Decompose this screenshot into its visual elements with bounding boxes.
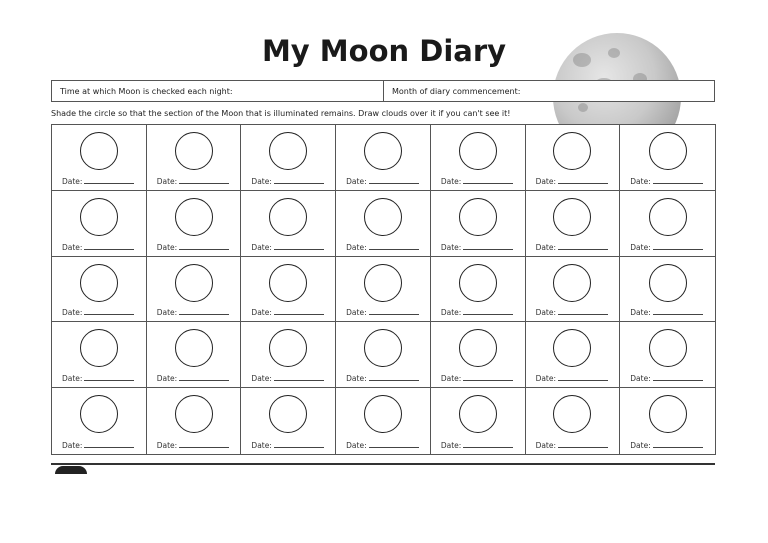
date-label: Date: xyxy=(346,242,367,252)
diary-cell xyxy=(336,125,431,191)
date-blank-line xyxy=(179,373,229,381)
date-label: Date: xyxy=(346,441,367,450)
moon-phase-circle[interactable] xyxy=(553,329,591,367)
diary-cell xyxy=(241,257,336,323)
diary-cell xyxy=(526,191,621,257)
moon-phase-circle[interactable] xyxy=(649,132,687,170)
moon-phase-circle[interactable] xyxy=(553,198,591,236)
footer-logo-icon xyxy=(55,466,87,474)
moon-phase-circle[interactable] xyxy=(175,198,213,236)
moon-phase-circle[interactable] xyxy=(553,132,591,170)
date-label: Date: xyxy=(440,308,462,318)
date-blank-line xyxy=(369,307,419,315)
date-label: Date: xyxy=(440,176,462,186)
date-field[interactable] xyxy=(62,373,134,383)
date-blank-line xyxy=(369,242,419,250)
date-field[interactable] xyxy=(441,176,513,186)
date-blank-line xyxy=(179,307,229,315)
diary-cell xyxy=(431,191,526,257)
date-blank-line xyxy=(558,440,608,448)
date-field[interactable] xyxy=(251,440,323,450)
info-row xyxy=(51,80,715,102)
date-blank-line xyxy=(179,176,229,184)
date-field[interactable] xyxy=(251,307,323,317)
date-blank-line xyxy=(463,440,513,448)
diary-cell xyxy=(431,257,526,323)
date-field[interactable] xyxy=(441,440,513,450)
date-label: Date: xyxy=(62,176,83,186)
date-blank-line xyxy=(558,307,608,315)
date-blank-line xyxy=(653,176,703,184)
date-blank-line xyxy=(558,373,608,381)
date-label: Date: xyxy=(251,374,272,384)
diary-cell xyxy=(526,388,621,454)
diary-cell xyxy=(620,322,715,388)
date-blank-line xyxy=(274,176,324,184)
page-title: My Moon Diary xyxy=(261,34,507,68)
date-blank-line xyxy=(274,242,324,250)
date-blank-line xyxy=(274,373,324,381)
date-field[interactable] xyxy=(346,307,418,317)
date-field[interactable] xyxy=(630,307,702,317)
date-label: Date: xyxy=(440,374,462,384)
diary-cell xyxy=(241,322,336,388)
moon-phase-circle[interactable] xyxy=(269,395,307,433)
date-field[interactable] xyxy=(157,440,229,450)
date-blank-line xyxy=(84,242,134,250)
date-blank-line xyxy=(84,176,134,184)
moon-phase-circle[interactable] xyxy=(175,329,213,367)
date-field[interactable] xyxy=(441,307,513,317)
diary-cell xyxy=(526,322,621,388)
time-checked-field[interactable]: Time at which Moon is checked each night: xyxy=(52,81,384,101)
date-label: Date: xyxy=(156,242,178,252)
date-blank-line xyxy=(463,373,513,381)
moon-phase-circle[interactable] xyxy=(175,395,213,433)
diary-cell xyxy=(526,257,621,323)
diary-cell xyxy=(52,388,147,454)
date-field[interactable] xyxy=(630,176,702,186)
date-blank-line xyxy=(463,242,513,250)
date-field[interactable] xyxy=(536,373,608,383)
moon-phase-circle[interactable] xyxy=(459,395,497,433)
moon-diary-grid xyxy=(51,124,716,455)
date-label: Date: xyxy=(346,176,367,186)
moon-phase-circle[interactable] xyxy=(364,395,402,433)
moon-phase-circle[interactable] xyxy=(80,198,118,236)
date-field[interactable] xyxy=(157,307,229,317)
diary-cell xyxy=(431,322,526,388)
diary-cell xyxy=(620,388,715,454)
date-label: Date: xyxy=(535,242,557,252)
date-blank-line xyxy=(84,440,134,448)
moon-phase-circle[interactable] xyxy=(459,198,497,236)
date-label: Date: xyxy=(156,374,178,384)
date-blank-line xyxy=(84,307,134,315)
diary-cell xyxy=(52,125,147,191)
diary-cell xyxy=(147,257,242,323)
date-field[interactable] xyxy=(630,373,702,383)
date-label: Date: xyxy=(62,441,83,450)
date-blank-line xyxy=(369,176,419,184)
date-blank-line xyxy=(463,307,513,315)
date-label: Date: xyxy=(62,308,83,318)
date-field[interactable] xyxy=(346,176,418,186)
moon-phase-circle[interactable] xyxy=(80,132,118,170)
date-label: Date: xyxy=(251,176,272,186)
moon-phase-circle[interactable] xyxy=(269,198,307,236)
date-field[interactable] xyxy=(62,307,134,317)
date-label: Date: xyxy=(630,374,651,384)
moon-phase-circle[interactable] xyxy=(649,395,687,433)
moon-phase-circle[interactable] xyxy=(80,329,118,367)
date-label: Date: xyxy=(535,441,557,450)
date-blank-line xyxy=(653,307,703,315)
date-label: Date: xyxy=(156,441,178,450)
diary-cell xyxy=(431,125,526,191)
date-field[interactable] xyxy=(536,176,608,186)
diary-cell xyxy=(147,322,242,388)
moon-phase-circle[interactable] xyxy=(269,264,307,302)
date-field[interactable] xyxy=(62,440,134,450)
date-label: Date: xyxy=(440,242,462,252)
diary-cell xyxy=(147,125,242,191)
diary-cell xyxy=(620,257,715,323)
moon-phase-circle[interactable] xyxy=(649,329,687,367)
moon-phase-circle[interactable] xyxy=(175,132,213,170)
date-blank-line xyxy=(179,242,229,250)
moon-phase-circle[interactable] xyxy=(459,264,497,302)
diary-cell xyxy=(336,388,431,454)
instructions-text: Shade the circle so that the section of the Moon that is illuminated remains. Draw clouds over it if you can't see it! xyxy=(51,109,511,118)
date-field[interactable] xyxy=(536,440,608,450)
diary-cell xyxy=(336,191,431,257)
date-label: Date: xyxy=(251,242,272,252)
date-blank-line xyxy=(463,176,513,184)
moon-phase-circle[interactable] xyxy=(553,264,591,302)
date-label: Date: xyxy=(535,308,557,318)
diary-cell xyxy=(431,388,526,454)
diary-cell xyxy=(241,388,336,454)
date-label: Date: xyxy=(62,374,83,384)
diary-cell xyxy=(52,322,147,388)
diary-cell xyxy=(620,125,715,191)
moon-phase-circle[interactable] xyxy=(364,132,402,170)
moon-phase-circle[interactable] xyxy=(364,264,402,302)
moon-phase-circle[interactable] xyxy=(80,395,118,433)
date-blank-line xyxy=(653,242,703,250)
date-blank-line xyxy=(558,176,608,184)
date-field[interactable] xyxy=(157,176,229,186)
date-label: Date: xyxy=(251,308,272,318)
date-field[interactable] xyxy=(157,373,229,383)
diary-cell xyxy=(620,191,715,257)
date-field[interactable] xyxy=(62,176,134,186)
date-field[interactable] xyxy=(346,373,418,383)
diary-cell xyxy=(147,388,242,454)
date-label: Date: xyxy=(62,242,83,252)
moon-phase-circle[interactable] xyxy=(269,329,307,367)
diary-cell xyxy=(52,257,147,323)
diary-cell xyxy=(241,191,336,257)
moon-phase-circle[interactable] xyxy=(459,329,497,367)
date-label: Date: xyxy=(440,441,462,450)
date-label: Date: xyxy=(346,374,367,384)
date-field[interactable] xyxy=(536,307,608,317)
moon-phase-circle[interactable] xyxy=(175,264,213,302)
moon-phase-circle[interactable] xyxy=(80,264,118,302)
date-label: Date: xyxy=(346,308,367,318)
date-blank-line xyxy=(369,440,419,448)
date-blank-line xyxy=(274,440,324,448)
date-field[interactable] xyxy=(441,373,513,383)
date-label: Date: xyxy=(535,176,557,186)
footer-divider xyxy=(51,463,715,465)
date-field[interactable] xyxy=(630,440,702,450)
date-field[interactable] xyxy=(536,242,608,252)
date-label: Date: xyxy=(156,176,178,186)
date-field[interactable] xyxy=(251,373,323,383)
diary-cell xyxy=(336,257,431,323)
date-blank-line xyxy=(179,440,229,448)
date-label: Date: xyxy=(630,308,651,318)
date-blank-line xyxy=(558,242,608,250)
diary-cell xyxy=(52,191,147,257)
date-label: Date: xyxy=(156,308,178,318)
diary-cell xyxy=(241,125,336,191)
date-blank-line xyxy=(653,440,703,448)
date-field[interactable] xyxy=(251,176,323,186)
moon-phase-circle[interactable] xyxy=(269,132,307,170)
date-blank-line xyxy=(369,373,419,381)
moon-phase-circle[interactable] xyxy=(553,395,591,433)
date-blank-line xyxy=(274,307,324,315)
date-field[interactable] xyxy=(251,242,323,252)
moon-phase-circle[interactable] xyxy=(364,329,402,367)
date-label: Date: xyxy=(251,441,272,450)
date-label: Date: xyxy=(630,176,651,186)
diary-cell xyxy=(336,322,431,388)
month-commencement-field[interactable]: Month of diary commencement: xyxy=(392,87,521,96)
date-blank-line xyxy=(84,373,134,381)
moon-phase-circle[interactable] xyxy=(649,264,687,302)
moon-phase-circle[interactable] xyxy=(364,198,402,236)
diary-cell xyxy=(526,125,621,191)
date-label: Date: xyxy=(535,374,557,384)
date-field[interactable] xyxy=(62,242,134,252)
date-field[interactable] xyxy=(346,440,418,450)
date-field[interactable] xyxy=(630,242,702,252)
moon-phase-circle[interactable] xyxy=(649,198,687,236)
date-field[interactable] xyxy=(346,242,418,252)
date-field[interactable] xyxy=(441,242,513,252)
moon-phase-circle[interactable] xyxy=(459,132,497,170)
diary-cell xyxy=(147,191,242,257)
date-label: Date: xyxy=(630,441,651,450)
date-label: Date: xyxy=(630,242,651,252)
date-field[interactable] xyxy=(157,242,229,252)
date-blank-line xyxy=(653,373,703,381)
